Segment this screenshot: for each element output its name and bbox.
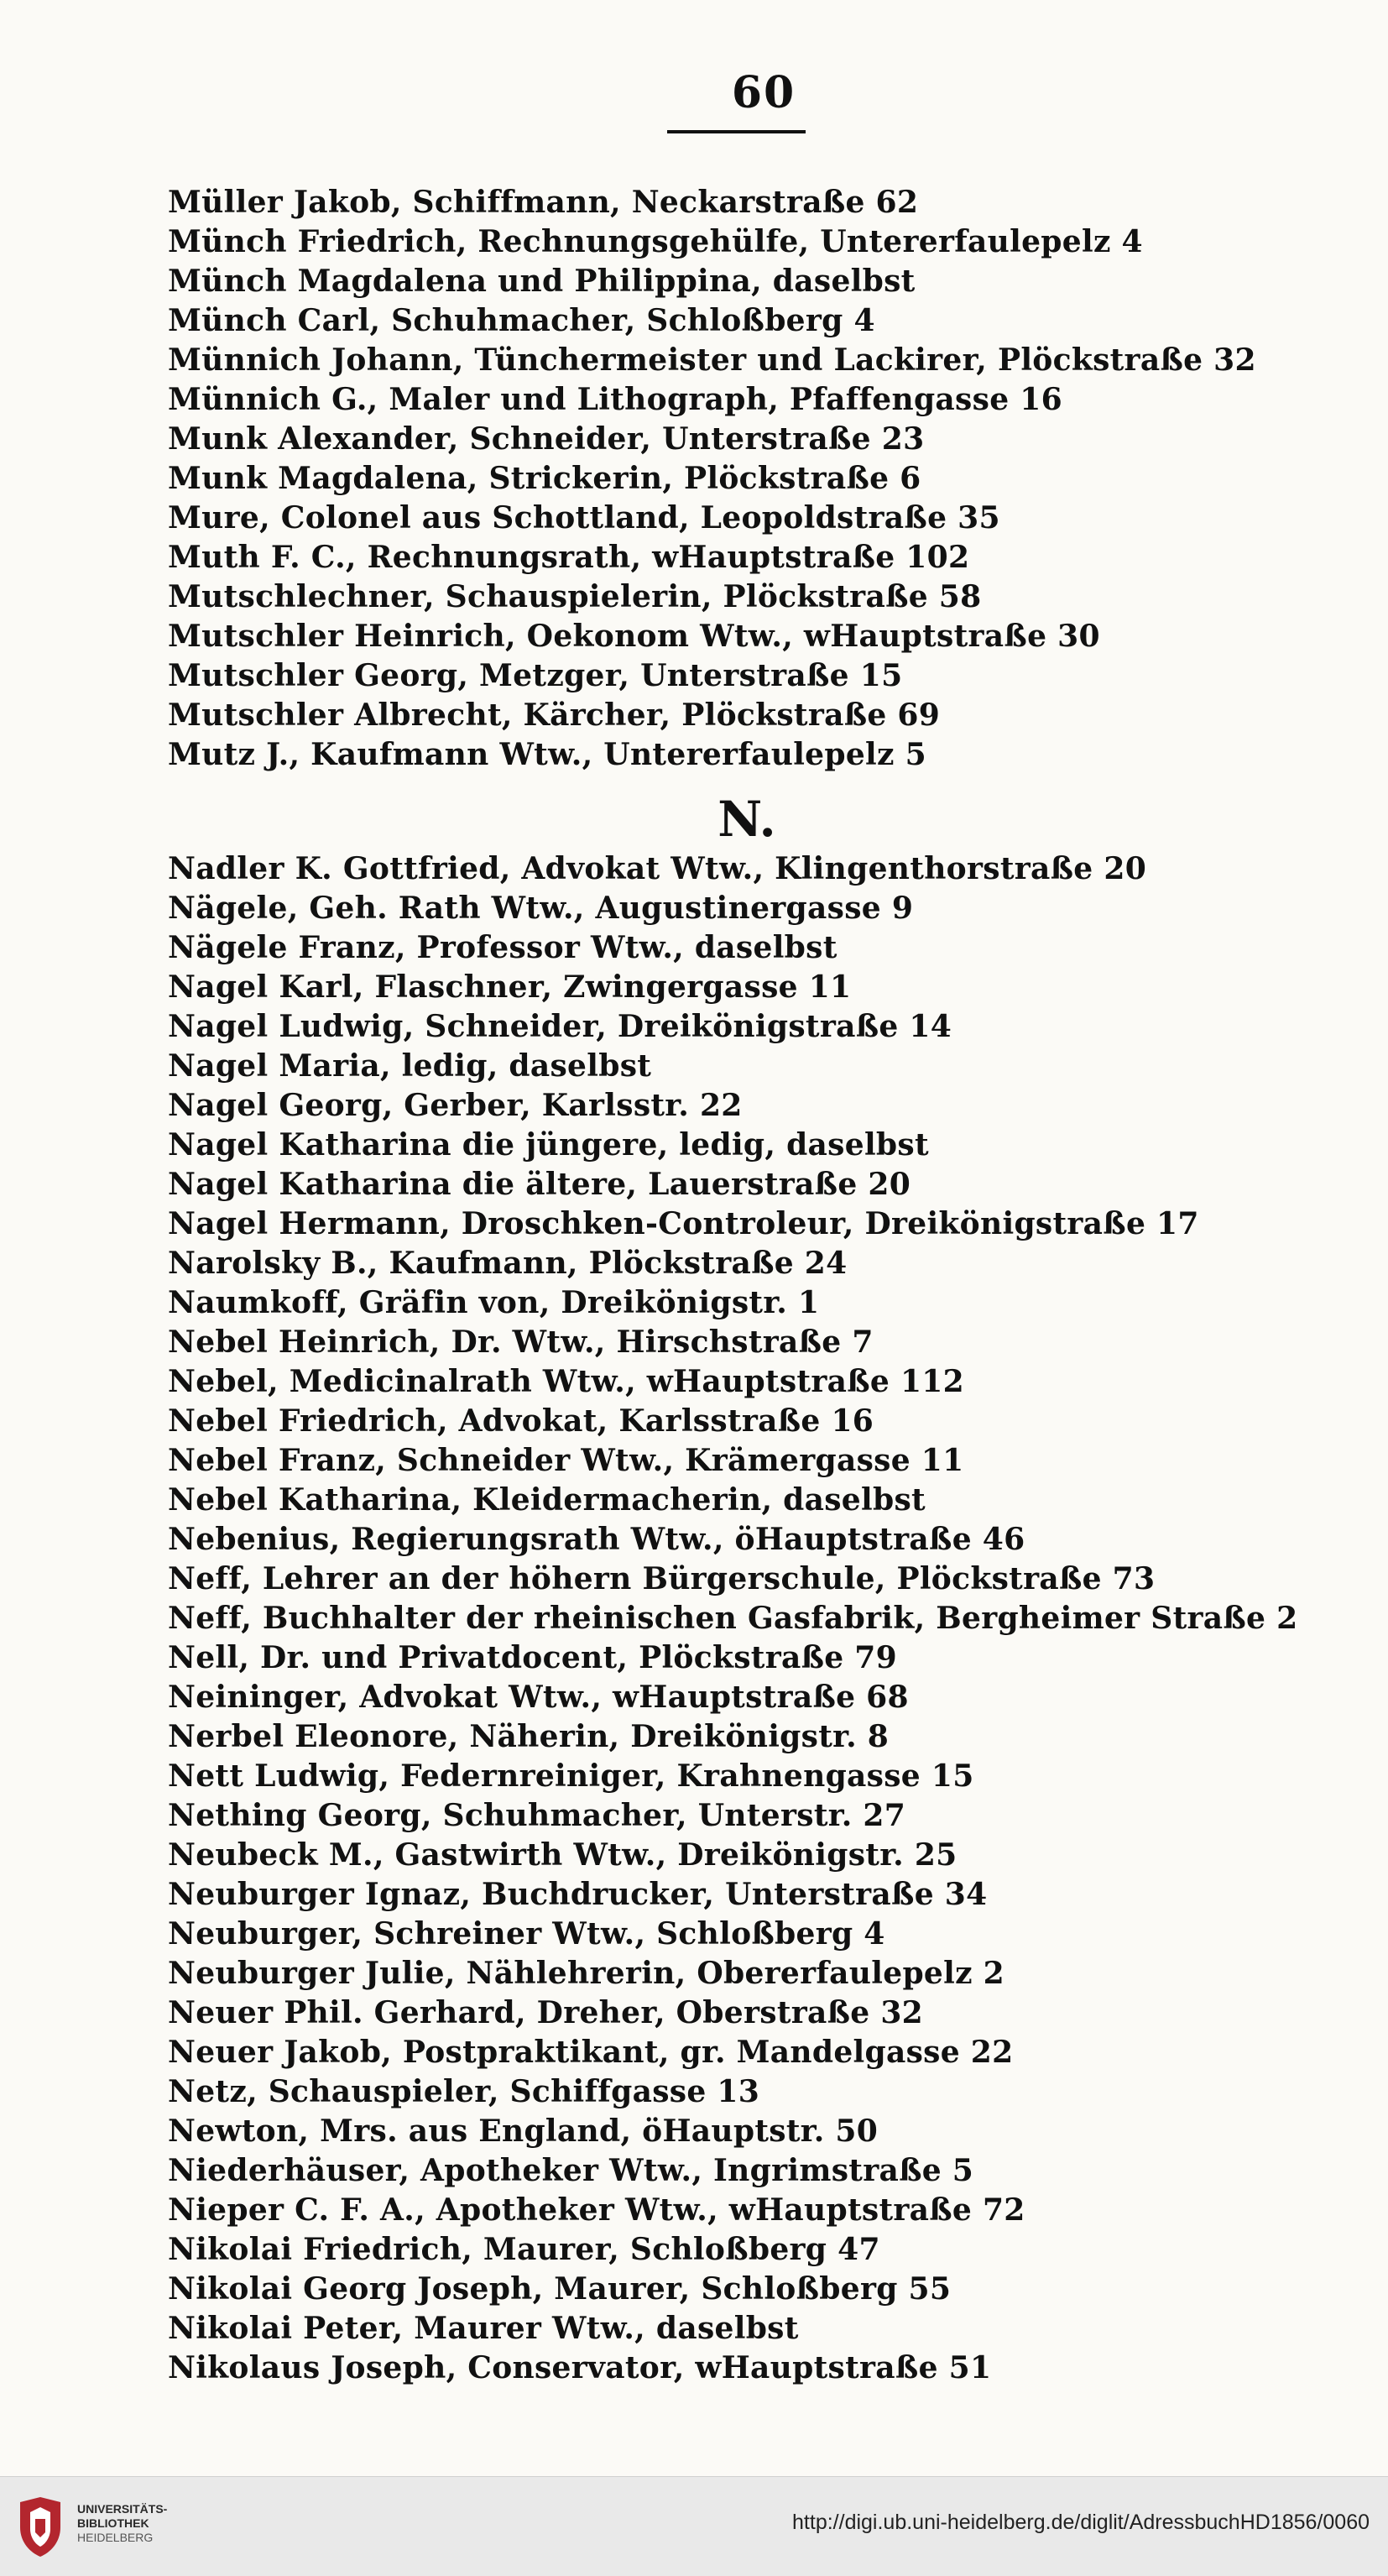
directory-entry: Neuer Jakob, Postpraktikant, gr. Mandelgasse 22 bbox=[168, 2035, 1014, 2070]
page-number-rule bbox=[667, 130, 806, 133]
directory-entry: Nikolai Georg Joseph, Maurer, Schloßberg 55 bbox=[168, 2271, 952, 2307]
directory-entry: Nebel Heinrich, Dr. Wtw., Hirschstraße 7 bbox=[168, 1325, 874, 1360]
directory-entry: Neuer Phil. Gerhard, Dreher, Oberstraße 32 bbox=[168, 1995, 924, 2030]
directory-entry: Niederhäuser, Apotheker Wtw., Ingrimstraße 5 bbox=[168, 2153, 974, 2188]
directory-entry: Nagel Karl, Flaschner, Zwingergasse 11 bbox=[168, 969, 852, 1005]
directory-entry: Münch Friedrich, Rechnungsgehülfe, Untererfaulepelz 4 bbox=[168, 224, 1143, 259]
library-name-line1: UNIVERSITÄTS- bbox=[77, 2502, 168, 2516]
directory-entry: Munk Alexander, Schneider, Unterstraße 23 bbox=[168, 421, 925, 457]
viewer-footer bbox=[0, 2476, 1388, 2576]
directory-entry: Mutschlechner, Schauspielerin, Plöckstraße 58 bbox=[168, 579, 982, 614]
directory-entry: Neff, Lehrer an der höhern Bürgerschule, Plöckstraße 73 bbox=[168, 1561, 1156, 1596]
directory-entry: Nagel Katharina die jüngere, ledig, daselbst bbox=[168, 1127, 929, 1163]
directory-entry: Nikolai Peter, Maurer Wtw., daselbst bbox=[168, 2311, 799, 2346]
directory-entry: Nebel Franz, Schneider Wtw., Krämergasse 11 bbox=[168, 1443, 964, 1478]
directory-entry: Nikolai Friedrich, Maurer, Schloßberg 47 bbox=[168, 2232, 880, 2267]
directory-entry: Münch Carl, Schuhmacher, Schloßberg 4 bbox=[168, 303, 875, 338]
directory-entry: Nagel Katharina die ältere, Lauerstraße 20 bbox=[168, 1167, 911, 1202]
directory-entry: Mutz J., Kaufmann Wtw., Untererfaulepelz 5 bbox=[168, 737, 926, 772]
directory-entry: Mure, Colonel aus Schottland, Leopoldstraße 35 bbox=[168, 500, 1000, 536]
directory-entry: Neininger, Advokat Wtw., wHauptstraße 68 bbox=[168, 1680, 909, 1715]
directory-entry: Naumkoff, Gräfin von, Dreikönigstr. 1 bbox=[168, 1285, 820, 1320]
library-name bbox=[77, 2502, 167, 2545]
directory-section-m bbox=[168, 183, 1343, 775]
section-heading-n: N. bbox=[717, 791, 776, 848]
directory-entry: Nebel Friedrich, Advokat, Karlsstraße 16 bbox=[168, 1403, 874, 1439]
directory-entry: Munk Magdalena, Strickerin, Plöckstraße 6 bbox=[168, 461, 921, 496]
directory-entry: Nägele Franz, Professor Wtw., daselbst bbox=[168, 930, 837, 965]
directory-entry: Nett Ludwig, Federnreiniger, Krahnengasse 15 bbox=[168, 1758, 974, 1794]
directory-entry: Mutschler Heinrich, Oekonom Wtw., wHauptstraße 30 bbox=[168, 619, 1100, 654]
directory-entry: Nell, Dr. und Privatdocent, Plöckstraße 79 bbox=[168, 1640, 897, 1675]
directory-entry: Nebenius, Regierungsrath Wtw., öHauptstraße 46 bbox=[168, 1522, 1025, 1557]
directory-entry: Nagel Maria, ledig, daselbst bbox=[168, 1048, 652, 1084]
directory-entry: Nadler K. Gottfried, Advokat Wtw., Klingenthorstraße 20 bbox=[168, 851, 1147, 886]
directory-entry: Mutschler Georg, Metzger, Unterstraße 15 bbox=[168, 658, 903, 693]
directory-entry: Nagel Georg, Gerber, Karlsstr. 22 bbox=[168, 1088, 743, 1123]
directory-entry: Nebel, Medicinalrath Wtw., wHauptstraße 112 bbox=[168, 1364, 964, 1399]
page-number: 60 bbox=[731, 67, 796, 118]
source-url-link[interactable]: http://digi.ub.uni-heidelberg.de/diglit/AdressbuchHD1856/0060 bbox=[792, 2511, 1370, 2534]
directory-entry: Netz, Schauspieler, Schiffgasse 13 bbox=[168, 2074, 760, 2109]
directory-entry: Neff, Buchhalter der rheinischen Gasfabrik, Bergheimer Straße 2 bbox=[168, 1601, 1298, 1636]
directory-entry: Mutschler Albrecht, Kärcher, Plöckstraße 69 bbox=[168, 698, 941, 733]
directory-entry: Nebel Katharina, Kleidermacherin, daselbst bbox=[168, 1482, 926, 1518]
directory-entry: Nikolaus Joseph, Conservator, wHauptstraße 51 bbox=[168, 2350, 992, 2385]
directory-entry: Neuburger Ignaz, Buchdrucker, Unterstraße 34 bbox=[168, 1877, 988, 1912]
directory-entry: Newton, Mrs. aus England, öHauptstr. 50 bbox=[168, 2114, 879, 2149]
directory-entry: Neuburger, Schreiner Wtw., Schloßberg 4 bbox=[168, 1916, 885, 1952]
library-name-line3: HEIDELBERG bbox=[77, 2531, 154, 2544]
directory-entry: Nething Georg, Schuhmacher, Unterstr. 27 bbox=[168, 1798, 906, 1833]
library-name-line2: BIBLIOTHEK bbox=[77, 2516, 149, 2530]
directory-entry: Narolsky B., Kaufmann, Plöckstraße 24 bbox=[168, 1246, 848, 1281]
directory-entry: Muth F. C., Rechnungsrath, wHauptstraße 102 bbox=[168, 540, 970, 575]
directory-section-n bbox=[168, 849, 1343, 2388]
directory-entry: Münnich Johann, Tünchermeister und Lackirer, Plöckstraße 32 bbox=[168, 342, 1256, 378]
directory-entry: Nagel Hermann, Droschken-Controleur, Dreikönigstraße 17 bbox=[168, 1206, 1199, 1241]
directory-entry: Nerbel Eleonore, Näherin, Dreikönigstr. 8 bbox=[168, 1719, 890, 1754]
directory-entry: Nagel Ludwig, Schneider, Dreikönigstraße 14 bbox=[168, 1009, 952, 1044]
directory-entry: Neubeck M., Gastwirth Wtw., Dreikönigstr. 25 bbox=[168, 1837, 958, 1873]
directory-entry: Nägele, Geh. Rath Wtw., Augustinergasse 9 bbox=[168, 891, 914, 926]
directory-entry: Münnich G., Maler und Lithograph, Pfaffengasse 16 bbox=[168, 382, 1062, 417]
directory-entry: Neuburger Julie, Nählehrerin, Obererfaulepelz 2 bbox=[168, 1956, 1005, 1991]
heidelberg-library-logo-icon bbox=[13, 2494, 67, 2559]
directory-entry: Nieper C. F. A., Apotheker Wtw., wHauptstraße 72 bbox=[168, 2192, 1025, 2228]
directory-entry: Münch Magdalena und Philippina, daselbst bbox=[168, 264, 916, 299]
directory-entry: Müller Jakob, Schiffmann, Neckarstraße 62 bbox=[168, 185, 919, 220]
